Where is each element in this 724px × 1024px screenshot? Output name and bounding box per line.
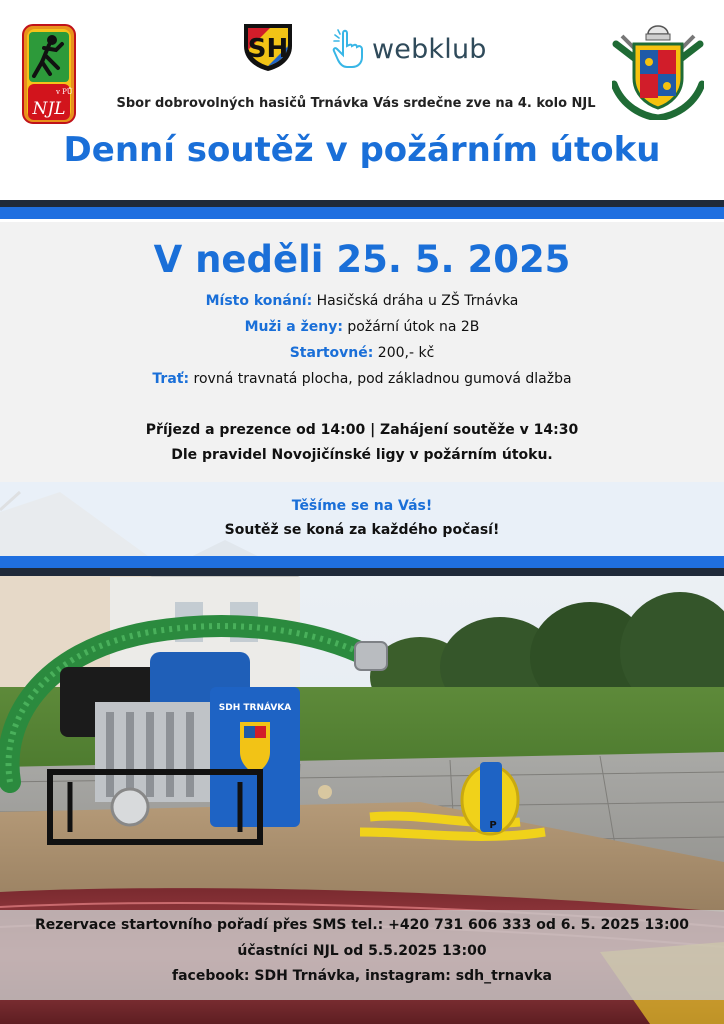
track-row <box>0 371 724 387</box>
page-title: Denní soutěž v požárním útoku <box>63 130 661 170</box>
place-row <box>0 293 724 309</box>
fee-label: Startovné: <box>289 345 374 361</box>
firefighter-crest-logo <box>612 24 704 120</box>
category-label: Muži a ženy: <box>244 319 343 335</box>
divider-stripe-dark-lower <box>0 568 724 576</box>
webklub-logo <box>332 24 487 74</box>
pointer-hand-icon <box>332 29 366 69</box>
invitation-text: Sbor dobrovolných hasičů Trnávka Vás srdečne zve na 4. kolo NJL <box>116 96 596 111</box>
njl-logo-small-text: v PŮ <box>56 88 73 96</box>
divider-stripe-blue-lower <box>0 556 724 568</box>
footer-reservation: Rezervace startovního pořadí přes SMS tel.: +420 731 606 333 od 6. 5. 2025 13:00 <box>34 917 690 933</box>
sh-logo-text: SH <box>247 34 289 64</box>
category-row <box>0 319 724 335</box>
schedule-text: Příjezd a prezence od 14:00 | Zahájení soutěže v 14:30 <box>145 422 579 438</box>
divider-stripe-dark <box>0 200 724 207</box>
weather-note: Soutěž se koná za každého počasí! <box>224 522 500 538</box>
place-label: Místo konání: <box>205 293 313 309</box>
pump-label: SDH TRNÁVKA <box>218 703 292 713</box>
track-value: rovná travnatá plocha, pod základnou gumová dlažba <box>193 371 572 387</box>
footer-participants: účastníci NJL od 5.5.2025 13:00 <box>237 943 487 959</box>
webklub-text: webklub <box>372 33 487 65</box>
welcome-greeting: Těšíme se na Vás! <box>291 498 433 514</box>
place-value: Hasičská dráha u ZŠ Trnávka <box>316 293 519 309</box>
category-value: požární útok na 2B <box>347 319 480 335</box>
track-label: Trať: <box>152 371 190 387</box>
fee-value: 200,- kč <box>377 345 435 361</box>
footer-social: facebook: SDH Trnávka, instagram: sdh_trnavka <box>172 968 552 984</box>
rules-text: Dle pravidel Novojičínské ligy v požárním útoku. <box>171 447 553 463</box>
header <box>0 0 724 200</box>
event-date: V neděli 25. 5. 2025 <box>153 238 571 281</box>
divider-stripe-blue <box>0 207 724 219</box>
sh-shield-logo <box>240 20 296 72</box>
welcome-band <box>0 482 724 556</box>
njl-logo-text: NJL <box>32 99 66 119</box>
njl-logo <box>22 24 76 124</box>
hose-mark: P <box>489 820 497 831</box>
fee-row <box>0 345 724 361</box>
